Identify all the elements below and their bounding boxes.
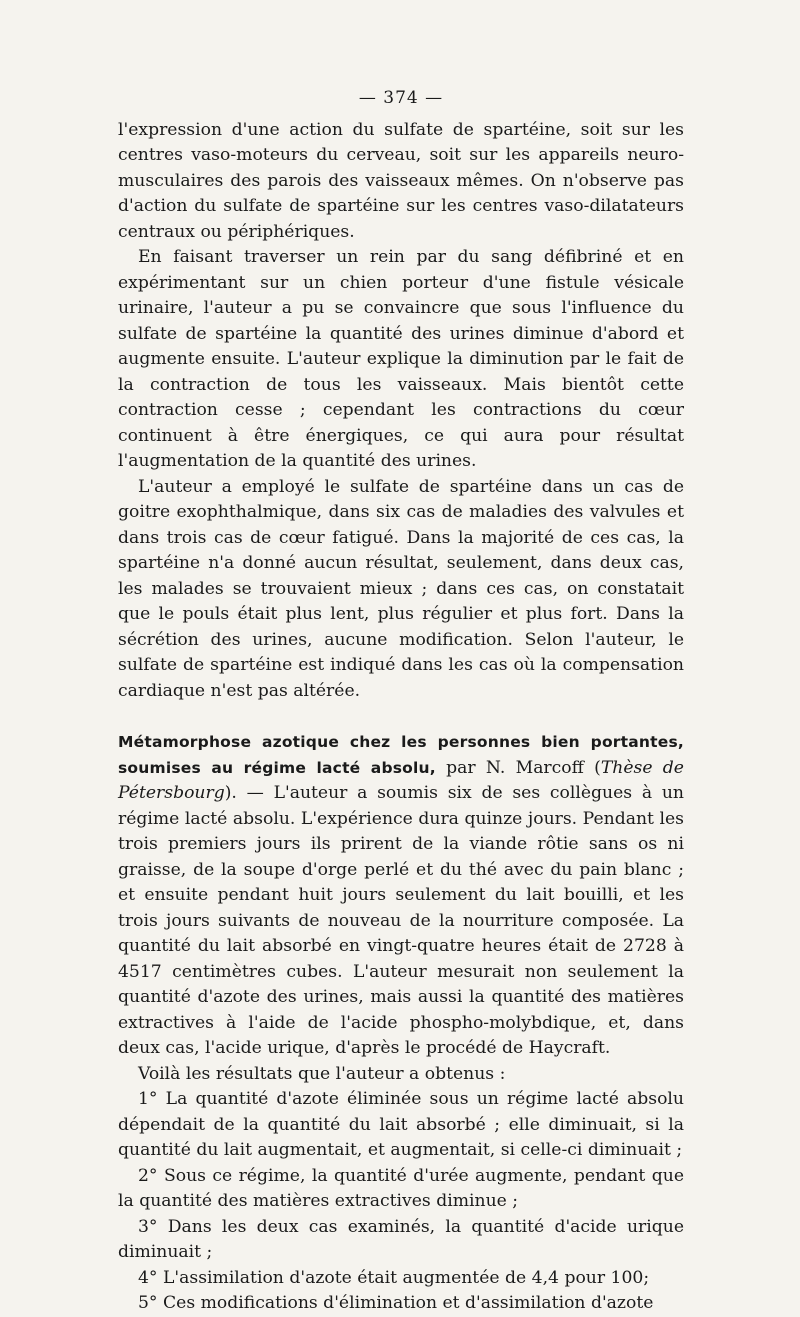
paragraph-3: L'auteur a employé le sulfate de spartéine dans un cas de goitre exophthalmique, dans six cas de maladies des valvules et dans trois cas de cœur fatigué. Dans la majorité de ces cas, la spartéine n'a donné aucun résultat, seulement, dans deux cas, les malades se trouvaient mieux ; dans ces cas, on constatait que le pouls était plus lent, plus régulier et plus fort. Dans la sécrétion des urines, aucune modification. Selon l'auteur, le sulfate de spartéine est indiqué dans les cas où la compensation cardiaque n'est pas altérée. [118, 476, 684, 701]
result-2: 2° Sous ce régime, la quantité d'urée augmente, pendant que la quantité des matières extractives diminue ; [118, 1165, 684, 1211]
paragraph-1: l'expression d'une action du sulfate de spartéine, soit sur les centres vaso-moteurs du cerveau, soit sur les appareils neuro-musculaires des parois des vaisseaux mêmes. On n'observe pas d'action du sulfate de spartéine sur les centres vaso-dilatateurs centraux ou périphériques. [118, 119, 684, 242]
page-number: — 374 — [358, 88, 444, 108]
result-3: 3° Dans les deux cas examinés, la quantité d'acide urique diminuait ; [118, 1216, 684, 1262]
section-close: ). — [224, 783, 274, 803]
paragraph-2: En faisant traverser un rein par du sang défibriné et en expérimentant sur un chien porteur d'une fistule vésicale urinaire, l'auteur a pu se convaincre que sous l'influence du sulfate de spartéine la quantité des urines diminue d'abord et augmente ensuite. L'auteur explique la diminution par le fait de la contraction de tous les vaisseaux. Mais bientôt cette contraction cesse ; cependant les contractions du cœur continuent à être énergiques, ce qui aura pour résultat l'augmentation de la quantité des urines. [118, 247, 684, 471]
result-1: 1° La quantité d'azote éliminée sous un régime lacté absolu dépendait de la quantité du lait absorbé ; elle diminuait, si la quantité du lait augmentait, et augmentait, si celle-ci diminuait ; [118, 1089, 684, 1160]
result-5: 5° Ces modifications d'élimination et d'assimilation d'azote [138, 1293, 654, 1313]
result-4: 4° L'assimilation d'azote était augmentée de 4,4 pour 100; [138, 1267, 650, 1288]
paragraph-4: L'auteur a soumis six de ses collègues à un régime lacté absolu. L'expérience dura quinze jours. Pendant les trois premiers jours ils prirent de la viande rôtie sans os ni graisse, de la soupe d'orge perlé et du thé avec du pain blanc ; et ensuite pendant huit jours seulement du lait bouilli, et les trois jours suivants de nouveau de la nourriture composée. La quantité du lait absorbé en vingt-quatre heures était de 2728 à 4517 centimètres cubes. L'auteur mesurait non seulement la quantité d'azote des urines, mais aussi la quantité des matières extractives à l'aide de l'acide phospho-molybdique, et, dans deux cas, l'acide urique, d'après le procédé de Haycraft. [118, 783, 684, 1058]
section-author: par N. Marcoff ( [435, 757, 601, 778]
section-paragraph [118, 730, 684, 1062]
paragraph-5: Voilà les résultats que l'auteur a obtenus : [138, 1063, 506, 1084]
section-title: Métamorphose azotique chez les personnes bien portantes, soumises au régime lacté absolu, [118, 733, 684, 777]
section-source: Thèse de Pétersbourg [118, 757, 684, 803]
page-body [118, 86, 684, 1317]
